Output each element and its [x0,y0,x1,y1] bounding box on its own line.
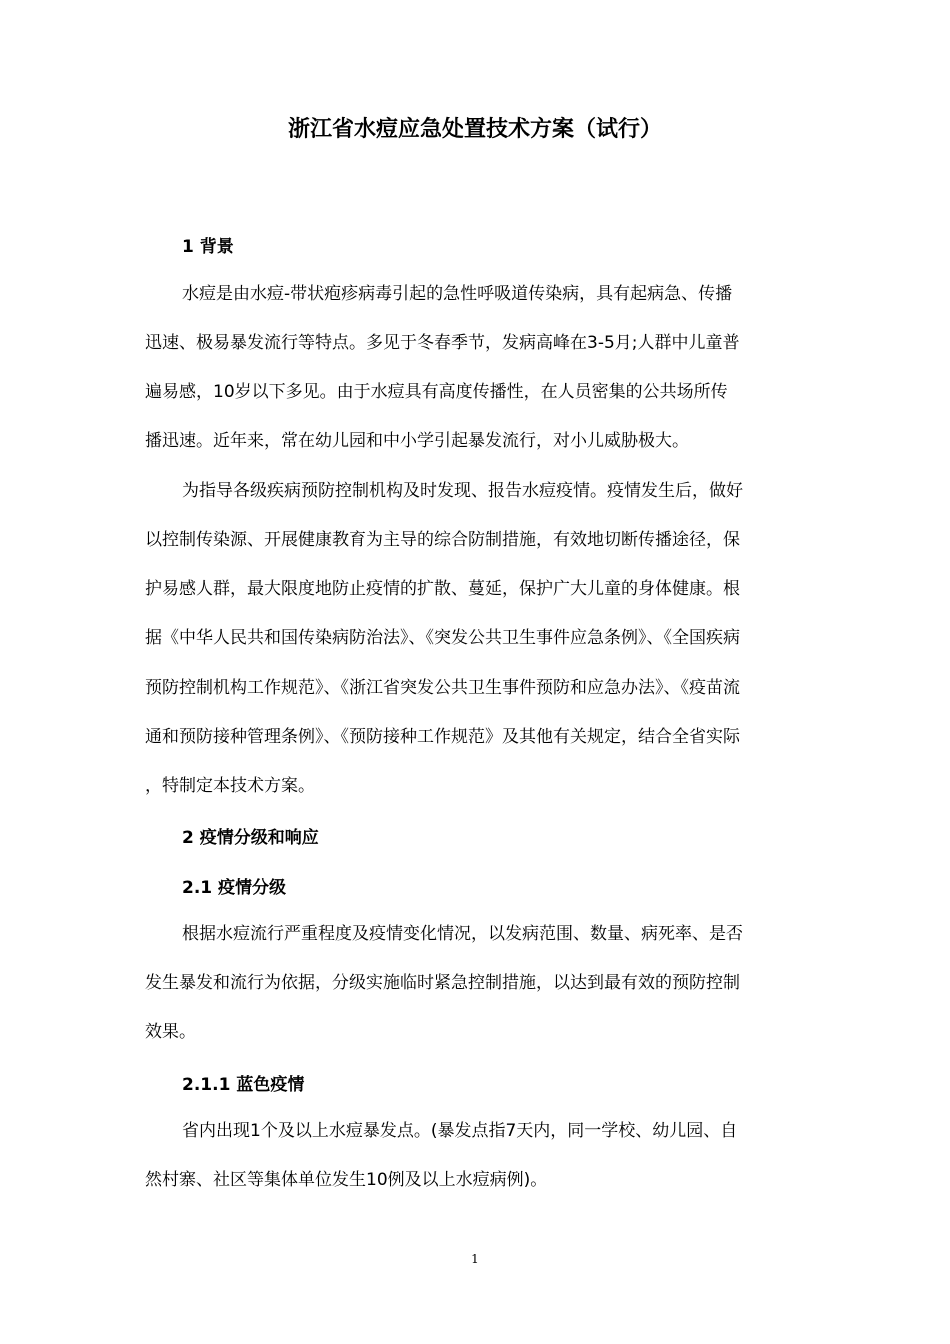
paragraph-line: 护易感人群，最大限度地防止疫情的扩散、蔓延，保护广大儿童的身体健康。根 [145,579,740,599]
paragraph-line: 效果。 [145,1022,196,1042]
document-title: 浙江省水痘应急处置技术方案（试行） [287,117,662,142]
section-heading-epidemic-grading: 2.1 疫情分级 [182,878,287,898]
section-heading-grading-response: 2 疫情分级和响应 [182,828,319,848]
section-heading-blue-level: 2.1.1 蓝色疫情 [182,1075,305,1095]
paragraph-line: 为指导各级疾病预防控制机构及时发现、报告水痘疫情。疫情发生后，做好 [182,481,743,501]
paragraph-line: 据《中华人民共和国传染病防治法》、《突发公共卫生事件应急条例》、《全国疾病 [145,628,740,648]
paragraph-line: 迅速、极易暴发流行等特点。多见于冬春季节，发病高峰在3-5月;人群中儿童普 [145,333,740,353]
paragraph-line: 省内出现1个及以上水痘暴发点。(暴发点指7天内，同一学校、幼儿园、自 [182,1121,738,1141]
paragraph-line: 然村寨、社区等集体单位发生10例及以上水痘病例)。 [145,1170,548,1190]
paragraph-line: 以控制传染源、开展健康教育为主导的综合防制措施，有效地切断传播途径，保 [145,530,740,550]
page-number: 1 [471,1252,479,1266]
paragraph-line: 播迅速。近年来，常在幼儿园和中小学引起暴发流行，对小儿威胁极大。 [145,431,689,451]
paragraph-line: 遍易感，10岁以下多见。由于水痘具有高度传播性，在人员密集的公共场所传 [145,382,728,402]
paragraph-line: 根据水痘流行严重程度及疫情变化情况，以发病范围、数量、病死率、是否 [182,924,743,944]
paragraph-line: 水痘是由水痘-带状疱疹病毒引起的急性呼吸道传染病，具有起病急、传播 [182,284,733,304]
paragraph-line: 发生暴发和流行为依据，分级实施临时紧急控制措施，以达到最有效的预防控制 [145,973,740,993]
paragraph-line: ，特制定本技术方案。 [145,776,315,796]
paragraph-line: 预防控制机构工作规范》、《浙江省突发公共卫生事件预防和应急办法》、《疫苗流 [145,678,740,698]
paragraph-line: 通和预防接种管理条例》、《预防接种工作规范》及其他有关规定，结合全省实际 [145,727,740,747]
section-heading-background: 1 背景 [182,237,234,257]
